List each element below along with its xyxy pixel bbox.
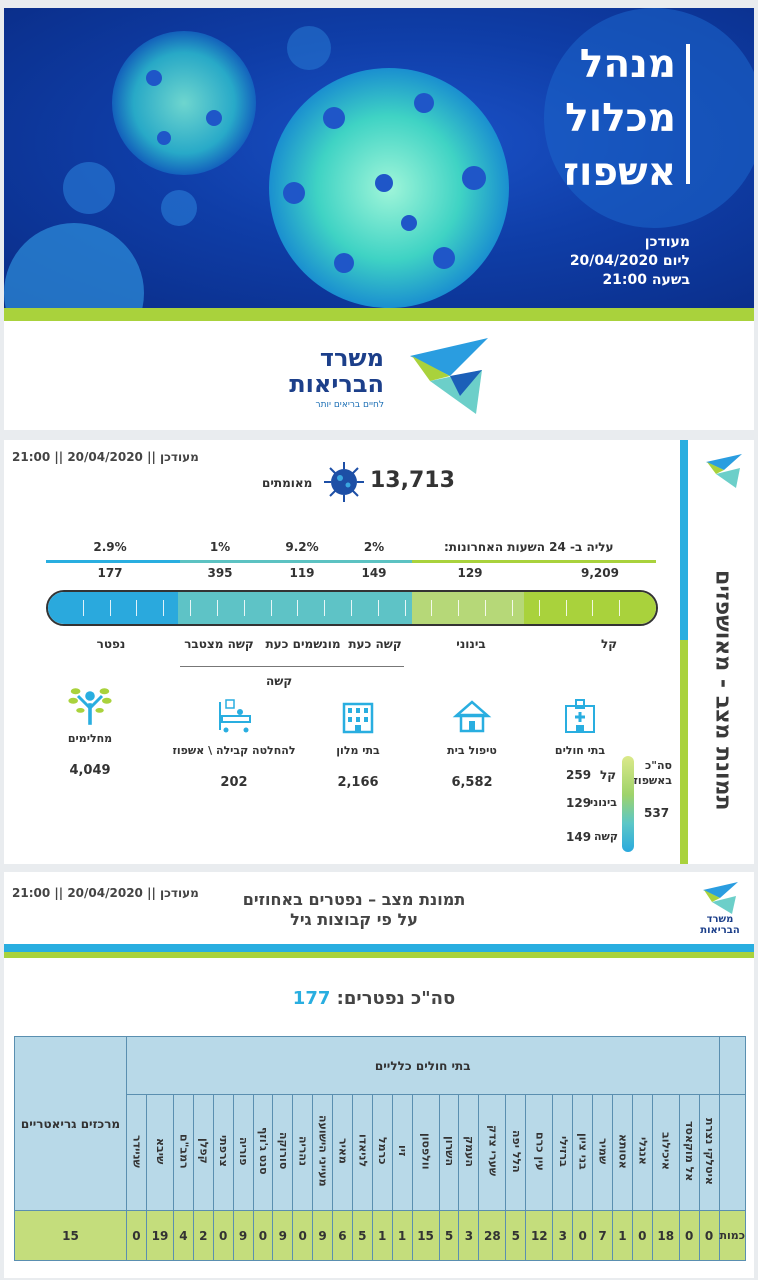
hospital-name-cell: [439, 1095, 459, 1211]
severity-bar-tick: [163, 600, 164, 616]
severity-bar-tick: [244, 600, 245, 616]
severity-label-ventilated: מונשמים כעת: [265, 637, 341, 651]
hospital-name-cell: [233, 1095, 253, 1211]
side-accent-bar-blue: [680, 440, 688, 640]
cover-title-line: מכלול: [565, 96, 676, 141]
hospital-death-count: 9: [233, 1211, 253, 1261]
divider-line: [412, 560, 656, 563]
hospital-name: רמב"ם: [177, 1133, 191, 1169]
severity-bar-tick: [566, 600, 567, 616]
hospital-total-label: סה"כ באשפוז: [633, 759, 672, 787]
severity-pct-ventilated: 9.2%: [285, 540, 319, 554]
severity-pct-severe-cumulative: 1%: [209, 540, 231, 554]
hospital-name: צרפתי: [217, 1135, 231, 1167]
cover-updated-line: ליום 20/04/2020: [569, 253, 690, 269]
deaths-by-hospital-table: [14, 1036, 746, 1261]
hospital-name: שיבא: [153, 1137, 167, 1165]
hospital-death-count: 3: [553, 1211, 573, 1261]
geriatric-centers-header: מרכזים גריאטריים: [15, 1037, 127, 1211]
hospital-name: שמיר: [596, 1137, 610, 1165]
severity-count-ventilated: 119: [289, 566, 315, 580]
hospital-name-cell: [573, 1095, 593, 1211]
ministry-logo-icon: [400, 326, 496, 422]
table-corner-cell: [719, 1037, 745, 1095]
hospital-death-count: 0: [213, 1211, 233, 1261]
hospital-name-cell: [293, 1095, 313, 1211]
hospital-name-cell: [612, 1095, 632, 1211]
title-accent-bar: [686, 44, 690, 184]
severity-label-deceased: נפטר: [96, 637, 126, 651]
rise-24h-title: עליה ב- 24 השעות האחרונות:: [444, 540, 614, 554]
hospital-name: קפלן: [197, 1138, 211, 1164]
cover-title: [516, 38, 676, 200]
cover-title-line: מנהל: [579, 42, 676, 87]
cover-updated-line: בשעה 21:00: [602, 272, 690, 288]
severity-bar-tick: [405, 600, 406, 616]
facility-hospitals: [520, 696, 640, 757]
facility-value: 2,166: [337, 775, 379, 790]
hospital-death-count: 1: [612, 1211, 632, 1261]
severity-bar-tick: [485, 600, 486, 616]
accent-strip: [4, 308, 754, 321]
hospital-name: שערי צדק: [486, 1125, 500, 1177]
hospital-death-count: 0: [253, 1211, 273, 1261]
hospital-death-count: 18: [652, 1211, 679, 1261]
severity-bar-tick: [592, 600, 593, 616]
severity-label-moderate: בינוני: [456, 637, 486, 651]
severity-bar-tick: [271, 600, 272, 616]
hospital-name-cell: [526, 1095, 553, 1211]
hospital-name-cell: [459, 1095, 479, 1211]
hospital-total-value: 537: [644, 806, 670, 820]
severity-bar-tick: [297, 600, 298, 616]
hospital-name-cell: [652, 1095, 679, 1211]
hospital-name: אנגלי: [636, 1137, 650, 1165]
hospital-name-cell: [333, 1095, 353, 1211]
slide-title-line-2: על פי קבוצות גיל: [290, 910, 418, 929]
row-label-quantity: כמות: [719, 1211, 745, 1261]
hospital-name: מאיר: [336, 1138, 350, 1164]
logo-line-1: משרד: [706, 914, 734, 925]
hospital-name-cell: [699, 1095, 719, 1211]
severity-count-moderate: 129: [457, 566, 483, 580]
hospital-severity-gauge: [622, 756, 634, 852]
logo-text: [694, 914, 746, 936]
cover-slide: [4, 8, 754, 430]
ministry-of-health-logo: [694, 878, 746, 942]
total-deaths-label: סה"כ נפטרים:: [336, 988, 456, 1009]
cover-title-line: אשפוז: [563, 150, 676, 195]
recovered-person-icon: [66, 684, 114, 732]
hospital-name: אל מוקאסד: [683, 1120, 697, 1182]
hospital-name-cell: [553, 1095, 573, 1211]
severity-bar-tick: [190, 600, 191, 616]
severity-bar-tick: [378, 600, 379, 616]
hospital-death-count: 12: [526, 1211, 553, 1261]
severity-label-severe-now: קשה כעת: [348, 637, 402, 651]
severity-bar-tick: [539, 600, 540, 616]
facility-recovered: [30, 684, 150, 778]
house-icon: [452, 696, 492, 736]
slide-title: [154, 890, 554, 930]
hospital-name: העמק: [462, 1135, 476, 1167]
hospital-death-count: 1: [372, 1211, 392, 1261]
confirmed-count: 13,713: [370, 468, 455, 493]
hospital-death-count: 1: [392, 1211, 412, 1261]
facility-value: 4,049: [69, 763, 111, 778]
severity-label-severe-cumulative: קשה מצטבר: [184, 637, 254, 651]
logo-line-2: הבריאות: [289, 370, 384, 398]
severity-pct-deceased: 2.9%: [93, 540, 127, 554]
hospital-row-label: בינוני: [590, 796, 617, 809]
hospital-death-count: 9: [273, 1211, 293, 1261]
hospital-death-count: 0: [573, 1211, 593, 1261]
table-corner-cell: [719, 1095, 745, 1211]
hospital-death-count: 4: [174, 1211, 194, 1261]
hospital-name: הלל יפה: [509, 1129, 523, 1173]
total-deaths-value: 177: [292, 988, 331, 1009]
hospital-name: שניידר: [130, 1134, 144, 1168]
hospital-name-cell: [193, 1095, 213, 1211]
hospital-death-count: 5: [352, 1211, 372, 1261]
accent-strip-green: [4, 952, 754, 958]
vertical-slide-title: תמונת מצב - מאושפזים: [710, 569, 736, 811]
updated-timestamp: מעודכן || 20/04/2020 || 21:00: [12, 886, 199, 900]
ministry-logo-icon: [700, 878, 740, 914]
severity-count-severe-cumulative: 395: [207, 566, 233, 580]
hospital-name-cell: [392, 1095, 412, 1211]
hospital-row-label: קשה: [594, 830, 618, 843]
hotel-icon: [338, 696, 378, 736]
logo-tagline: לחיים בריאים יותר: [315, 400, 384, 410]
facility-label: מחלימים: [67, 732, 113, 745]
hospital-name: סנט ג'וזף: [256, 1127, 270, 1175]
ministry-logo-icon: [702, 448, 746, 492]
hospital-name-cell: [273, 1095, 293, 1211]
total-deaths: [204, 988, 544, 1009]
virus-icon: [322, 460, 366, 504]
geriatric-death-count: 15: [15, 1211, 127, 1261]
general-hospitals-header: בתי חולים כלליים: [127, 1037, 720, 1095]
facility-value: 202: [220, 775, 248, 790]
severity-bar-tick: [217, 600, 218, 616]
hospital-death-count: 3: [459, 1211, 479, 1261]
severity-bar-tick: [351, 600, 352, 616]
hospital-bed-icon: [214, 696, 254, 736]
hospital-name-cell: [479, 1095, 506, 1211]
accent-strip-blue: [4, 944, 754, 952]
hospital-name: אסותא: [616, 1133, 630, 1169]
hospital-name: השרון: [443, 1135, 457, 1167]
hospital-name-cell: [632, 1095, 652, 1211]
logo-line-1: משרד: [319, 344, 384, 372]
severity-bar-tick: [136, 600, 137, 616]
slide-title-line-1: תמונת מצב – נפטרים באחוזים: [242, 890, 466, 909]
hospital-name-cell: [146, 1095, 173, 1211]
hospital-death-count: 15: [412, 1211, 439, 1261]
hospital-name: ברזילי: [556, 1135, 570, 1167]
severity-bar-tick: [619, 600, 620, 616]
hospital-name: עין כרם: [533, 1131, 547, 1171]
virus-hero-image: [4, 8, 754, 308]
hospital-name-cell: [174, 1095, 194, 1211]
hospital-name: איטלקי נצרת: [703, 1117, 717, 1185]
hospital-death-count: 2: [193, 1211, 213, 1261]
hospital-name: נהריה: [296, 1136, 310, 1166]
confirmed-label: מאומתים: [262, 476, 313, 490]
facility-label: בתי מלון: [336, 744, 380, 757]
hospital-death-count: 0: [127, 1211, 147, 1261]
table-group-header-row: [15, 1037, 746, 1095]
hospital-name-cell: [213, 1095, 233, 1211]
hospital-name-cell: [313, 1095, 333, 1211]
hospital-name: בני ציון: [576, 1132, 590, 1170]
hospital-death-count: 28: [479, 1211, 506, 1261]
ministry-of-health-logo: [276, 326, 496, 422]
hospital-name: פוריה: [237, 1136, 251, 1166]
severity-bar-tick: [512, 600, 513, 616]
cover-updated: [570, 233, 690, 290]
facility-home-care: [412, 696, 532, 790]
severity-bar-ticks: [56, 600, 646, 616]
hospital-row-value: 149: [566, 830, 592, 844]
severity-label-mild: קל: [600, 637, 618, 651]
hospital-death-count: 9: [313, 1211, 333, 1261]
hospital-name: מעייני הישועה: [316, 1115, 330, 1187]
divider-line: [46, 560, 180, 563]
hospital-name: זיו: [396, 1145, 410, 1157]
deaths-by-hospital-slide: [4, 872, 754, 1278]
severity-bar-tick: [110, 600, 111, 616]
severity-bar-tick: [431, 600, 432, 616]
facility-value: 6,582: [451, 775, 493, 790]
hospital-name-cell: [127, 1095, 147, 1211]
hospital-death-count: 5: [439, 1211, 459, 1261]
facility-label: בתי חולים: [554, 744, 606, 757]
hospital-name-cell: [372, 1095, 392, 1211]
hospital-name: איכילוב: [659, 1132, 673, 1170]
hospital-death-count: 5: [506, 1211, 526, 1261]
hospital-death-count: 6: [333, 1211, 353, 1261]
hospitalization-status-slide: [4, 440, 754, 864]
hospital-name-cell: [679, 1095, 699, 1211]
severe-group-label: קשה: [266, 674, 293, 688]
severe-group-bracket: [180, 666, 404, 667]
hospital-name: סורוקה: [276, 1132, 290, 1170]
hospital-death-count: 0: [679, 1211, 699, 1261]
severity-count-severe-now: 149: [361, 566, 387, 580]
severity-count-mild: 9,209: [581, 566, 619, 580]
severity-bar-tick: [458, 600, 459, 616]
facility-label: טיפול בית: [447, 744, 497, 757]
hospital-name-cell: [506, 1095, 526, 1211]
logo-line-2: הבריאות: [700, 925, 740, 936]
divider-line: [180, 560, 412, 563]
hospital-death-count: 19: [146, 1211, 173, 1261]
cover-updated-line: מעודכן: [644, 234, 690, 250]
hospital-name: לניאדו: [356, 1134, 370, 1168]
hospital-death-count: 7: [593, 1211, 613, 1261]
severity-bar-tick: [83, 600, 84, 616]
table-values-row: [15, 1211, 746, 1261]
hospital-name-cell: [253, 1095, 273, 1211]
facility-pending-admission: [154, 696, 314, 790]
hospital-name-cell: [352, 1095, 372, 1211]
severity-count-deceased: 177: [97, 566, 123, 580]
hospital-death-count: 0: [699, 1211, 719, 1261]
severity-pct-severe-now: 2%: [363, 540, 385, 554]
facility-hotels: [298, 696, 418, 790]
hospital-row-value: 259: [566, 768, 592, 782]
hospital-death-count: 0: [632, 1211, 652, 1261]
severity-bar-tick: [324, 600, 325, 616]
hospital-name-cell: [593, 1095, 613, 1211]
hospital-name: כרמל: [376, 1137, 390, 1165]
hospital-row-value: 129: [566, 796, 592, 810]
hospital-row-label: קל: [600, 768, 617, 782]
hospital-icon: [560, 696, 600, 736]
updated-timestamp: מעודכן || 20/04/2020 || 21:00: [12, 450, 199, 464]
facility-label: להחלטה קבילה \ אשפוז: [172, 744, 296, 757]
hospital-death-count: 0: [293, 1211, 313, 1261]
hospital-name-cell: [412, 1095, 439, 1211]
hospital-name: וולפסון: [419, 1132, 433, 1170]
